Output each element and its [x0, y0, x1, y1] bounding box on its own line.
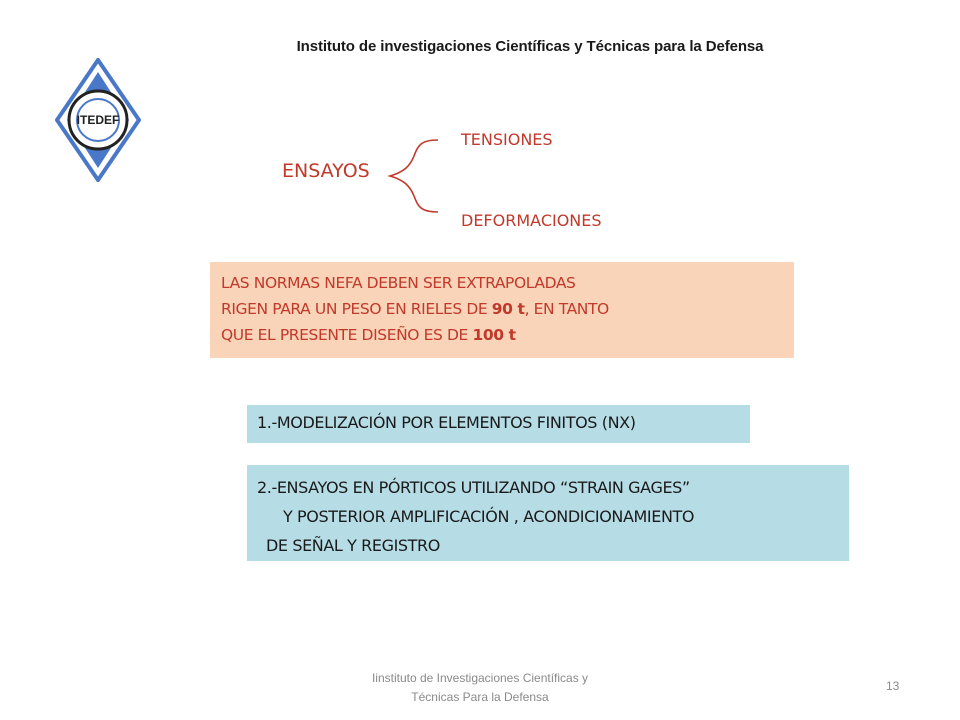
- norms-line-2-text: RIGEN PARA UN PESO EN RIELES DE: [221, 300, 492, 318]
- norms-weight-90: 90 t: [491, 300, 525, 318]
- method-1-text: 1.-MODELIZACIÓN POR ELEMENTOS FINITOS (NX): [257, 413, 636, 432]
- norms-line-2-suffix: , EN TANTO: [524, 300, 609, 318]
- diagram-root-label: ENSAYOS: [282, 160, 370, 182]
- norms-line-3: [221, 322, 794, 348]
- itedef-logo: [55, 58, 141, 182]
- branch-label-tensiones: TENSIONES: [461, 130, 553, 149]
- norms-line-1: LAS NORMAS NEFA DEBEN SER EXTRAPOLADAS: [221, 274, 576, 292]
- header-title: Instituto de investigaciones Científicas y Técnicas para la Defensa: [296, 38, 764, 55]
- logo-text: ITEDEF: [76, 113, 120, 127]
- method-2-box: [247, 465, 849, 561]
- norms-weight-100: 100 t: [472, 326, 516, 344]
- footer-line-2: Técnicas Para la Defensa: [411, 690, 549, 704]
- method-2-line-2: Y POSTERIOR AMPLIFICACIÓN , ACONDICIONAMIENTO: [283, 507, 695, 526]
- footer-line-1: Iinstituto de Investigaciones Científicas y: [371, 671, 589, 685]
- branch-label-deformaciones: DEFORMACIONES: [461, 211, 602, 230]
- method-2-line-1: 2.-ENSAYOS EN PÓRTICOS UTILIZANDO “STRAIN GAGES”: [257, 478, 690, 497]
- norms-line-3-text: QUE EL PRESENTE DISEÑO ES DE: [221, 326, 473, 344]
- page-number: 13: [886, 679, 900, 693]
- method-2-line-3: DE SEÑAL Y REGISTRO: [266, 536, 440, 555]
- norms-line-2: [221, 296, 794, 322]
- footer-institution: [330, 669, 630, 707]
- branch-bracket: [380, 130, 450, 220]
- method-1-box: [247, 405, 750, 443]
- norms-box: [210, 262, 794, 358]
